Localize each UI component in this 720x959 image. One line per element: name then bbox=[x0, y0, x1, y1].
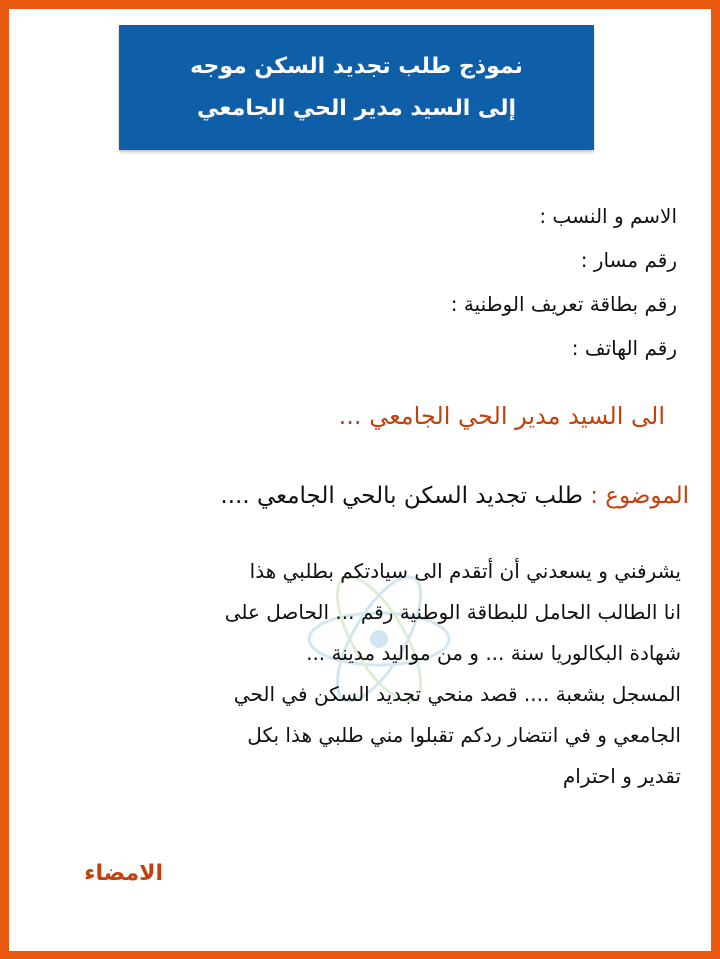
title-line-2: إلى السيد مدير الحي الجامعي bbox=[197, 95, 516, 121]
field-massar-number: رقم مسار : bbox=[580, 248, 677, 272]
title-line-1: نموذج طلب تجديد السكن موجه bbox=[190, 53, 523, 79]
student-info-fields bbox=[451, 194, 677, 370]
body-line: شهادة البكالوريا سنة ... و من مواليد مدينة ... bbox=[306, 641, 681, 665]
signature-label: الامضاء bbox=[84, 861, 163, 886]
subject-line bbox=[220, 474, 689, 518]
body-line: انا الطالب الحامل للبطاقة الوطنية رقم ... الحاصل على bbox=[224, 600, 681, 624]
subject-text: طلب تجديد السكن بالحي الجامعي .... bbox=[220, 483, 583, 509]
title-banner bbox=[119, 25, 594, 150]
body-line: المسجل بشعبة .... قصد منحي تجديد السكن في الحي bbox=[233, 682, 681, 706]
addressee: الى السيد مدير الحي الجامعي ... bbox=[338, 402, 665, 430]
body-line: تقدير و احترام bbox=[562, 764, 681, 788]
body-line: يشرفني و يسعدني أن أتقدم الى سيادتكم بطلبي هذا bbox=[249, 559, 681, 583]
subject-label: الموضوع : bbox=[590, 483, 689, 509]
field-national-id: رقم بطاقة تعريف الوطنية : bbox=[450, 292, 677, 316]
field-full-name: الاسم و النسب : bbox=[539, 204, 677, 228]
field-phone: رقم الهاتف : bbox=[571, 336, 677, 360]
letter-body bbox=[61, 551, 681, 797]
body-line: الجامعي و في انتضار ردكم تقبلوا مني طلبي هذا بكل bbox=[247, 723, 681, 747]
